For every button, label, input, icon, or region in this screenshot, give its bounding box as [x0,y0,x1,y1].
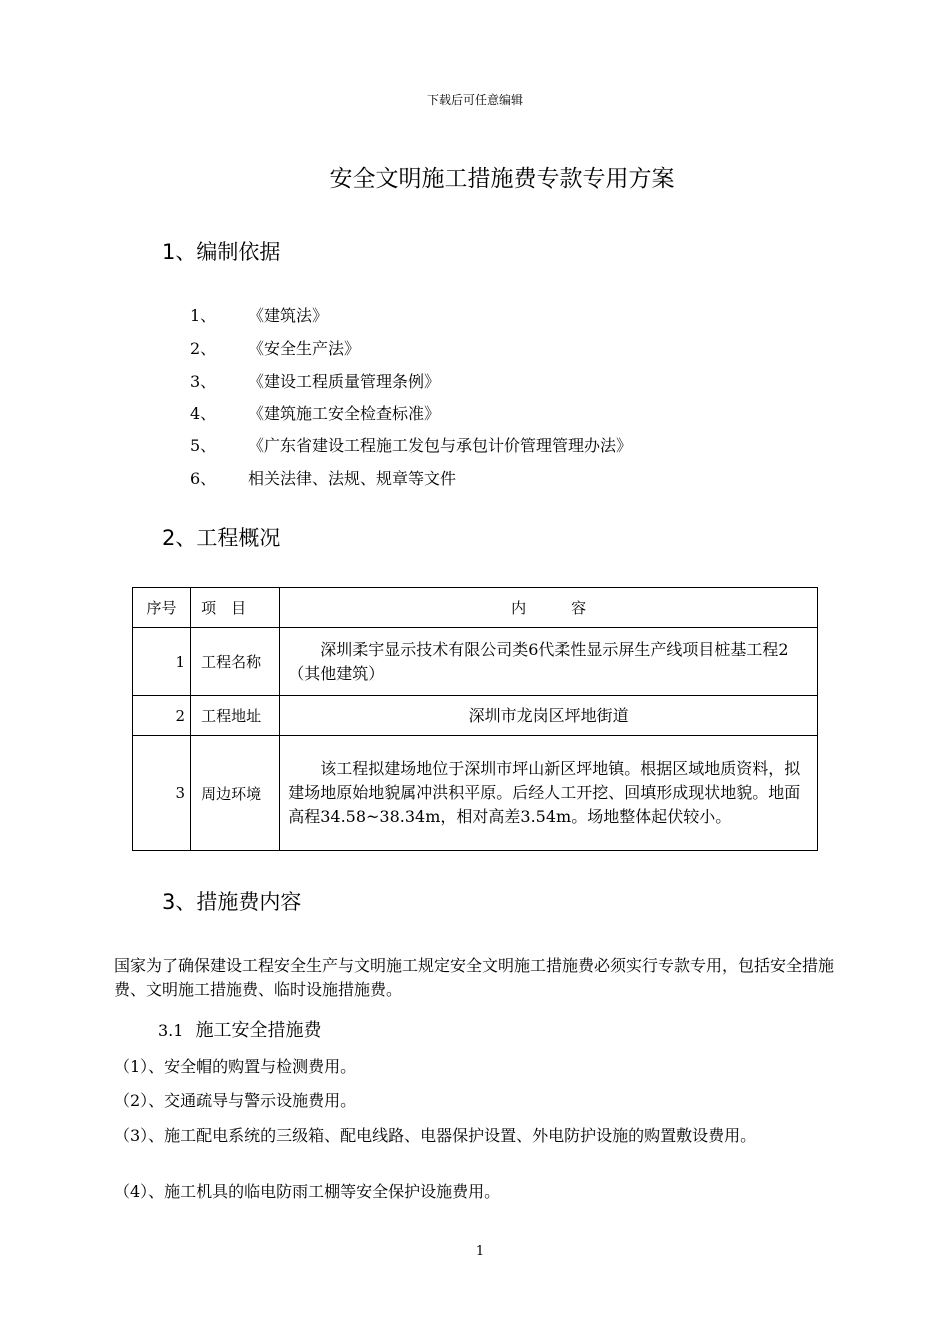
table-row [133,628,818,696]
row-label: 工程名称 [191,628,280,696]
row-content: 该工程拟建场地位于深圳市坪山新区坪地镇。根据区域地质资料，拟建场地原始地貌属冲洪积平原。后经人工开挖、回填形成现状地貌。地面高程34.58~38.34m，相对高差3.54m。场地整体起伏较小。 [280,736,818,851]
measures-intro-paragraph: 国家为了确保建设工程安全生产与文明施工规定安全文明施工措施费必须实行专款专用，包括安全措施费、文明施工措施费、临时设施措施费。 [114,956,835,999]
measure-item: （3）、施工配电系统的三级箱、配电线路、电器保护设置、外电防护设施的购置敷设费用。 [114,1126,757,1145]
subsection-heading [158,1016,321,1042]
table-row [133,696,818,736]
basis-item-number: 4、 [190,404,217,423]
row-content: 深圳柔宇显示技术有限公司类6代柔性显示屏生产线项目桩基工程2（其他建筑） [280,628,818,696]
section-heading-measures: 3、措施费内容 [162,890,302,914]
column-header-content: 内 容 [280,588,818,628]
subsection-number: 3.1 [158,1021,184,1040]
basis-item-text: 《安全生产法》 [248,339,361,358]
column-header-index: 序号 [133,588,191,628]
basis-item-number: 6、 [190,469,217,488]
basis-item-text: 相关法律、法规、规章等文件 [248,469,457,488]
basis-item-number: 5、 [190,436,217,455]
measure-item: （2）、交通疏导与警示设施费用。 [114,1091,357,1110]
table-header-row [133,588,818,628]
document-title: 安全文明施工措施费专款专用方案 [329,166,675,192]
measure-item: （1）、安全帽的购置与检测费用。 [114,1057,357,1076]
section-heading-basis: 1、编制依据 [162,240,281,264]
measure-item: （4）、施工机具的临电防雨工棚等安全保护设施费用。 [114,1182,501,1201]
row-index: 3 [133,736,191,851]
column-header-item: 项 目 [191,588,280,628]
table-row [133,736,818,851]
project-overview-table [132,587,818,851]
basis-item-number: 3、 [190,372,217,391]
page-number: 1 [475,1244,485,1259]
basis-item-text: 《建筑法》 [248,306,329,325]
row-label: 周边环境 [191,736,280,851]
basis-item-text: 《建设工程质量管理条例》 [248,372,441,391]
row-label: 工程地址 [191,696,280,736]
header-note: 下载后可任意编辑 [426,93,523,107]
section-heading-overview: 2、工程概况 [162,526,281,550]
row-index: 2 [133,696,191,736]
row-content: 深圳市龙岗区坪地街道 [280,696,818,736]
basis-item-number: 2、 [190,339,217,358]
basis-item-text: 《建筑施工安全检查标准》 [248,404,441,423]
basis-item-text: 《广东省建设工程施工发包与承包计价管理管理办法》 [248,436,633,455]
basis-item-number: 1、 [190,306,217,325]
subsection-title: 施工安全措施费 [195,1020,322,1041]
row-index: 1 [133,628,191,696]
